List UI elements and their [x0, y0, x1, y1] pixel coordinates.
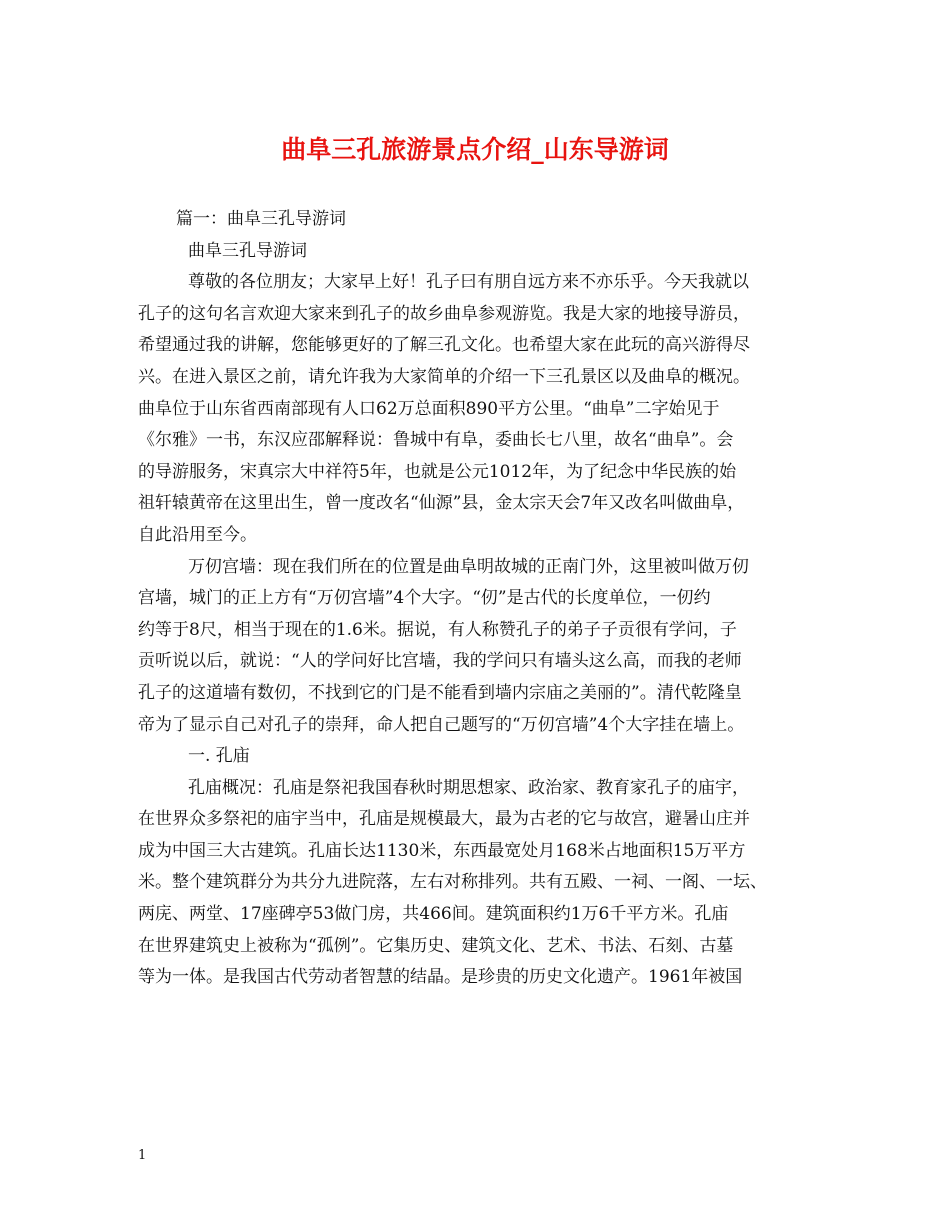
- text-line: 篇一：曲阜三孔导游词: [176, 209, 346, 229]
- text-line: 曲阜位于山东省西南部现有人口62万总面积890平方公里。“曲阜”二字始见于: [138, 398, 720, 419]
- text-line: 自此沿用至今。: [138, 524, 257, 545]
- document-body: [138, 204, 814, 994]
- text-line: 在世界建筑史上被称为“孤例”。它集历史、建筑文化、艺术、书法、石刻、古墓: [138, 935, 734, 956]
- text-line: 一. 孔庙: [188, 746, 250, 767]
- text-line: 的导游服务，宋真宗大中祥符5年，也就是公元1012年，为了纪念中华民族的始: [138, 461, 737, 482]
- text-line: 希望通过我的讲解，您能够更好的了解三孔文化。也希望大家在此玩的高兴游得尽: [138, 335, 750, 356]
- text-line: 宫墙，城门的正上方有“万仞宫墙”4个大字。“仞”是古代的长度单位，一仞约: [138, 588, 711, 609]
- text-line: 孔庙概况：孔庙是祭祀我国春秋时期思想家、政治家、教育家孔子的庙宇，: [188, 777, 749, 798]
- text-line: 米。整个建筑群分为共分九进院落，左右对称排列。共有五殿、一祠、一阁、一坛、: [138, 872, 767, 893]
- text-line: 帝为了显示自己对孔子的崇拜，命人把自己题写的“万仞宫墙”4个大字挂在墙上。: [138, 714, 745, 735]
- text-line: 两庑、两堂、17座碑亭53做门房，共466间。建筑面积约1万6千平方米。孔庙: [138, 904, 729, 925]
- page-number: 1: [138, 1148, 147, 1163]
- text-line: 《尔雅》一书，东汉应邵解释说：鲁城中有阜，委曲长七八里，故名“曲阜”。会: [138, 430, 734, 451]
- document-title: 曲阜三孔旅游景点介绍_山东导游词: [281, 135, 669, 164]
- text-line: 成为中国三大古建筑。孔庙长达1130米，东西最宽处月168米占地面积15万平方: [138, 840, 746, 861]
- text-line: 贡听说以后，就说：“人的学问好比宫墙，我的学问只有墙头这么高，而我的老师: [138, 651, 742, 672]
- text-line: 在世界众多祭祀的庙宇当中，孔庙是规模最大，最为古老的它与故宫，避暑山庄并: [138, 809, 750, 830]
- text-line: 尊敬的各位朋友；大家早上好！孔子曰有朋自远方来不亦乐乎。今天我就以: [188, 272, 749, 293]
- text-line: 曲阜三孔导游词: [188, 240, 307, 261]
- text-line: 万仞宫墙：现在我们所在的位置是曲阜明故城的正南门外，这里被叫做万仞: [188, 556, 749, 577]
- text-line: 孔子的这句名言欢迎大家来到孔子的故乡曲阜参观游览。我是大家的地接导游员，: [138, 303, 750, 324]
- text-line: 兴。在进入景区之前，请允许我为大家简单的介绍一下三孔景区以及曲阜的概况。: [138, 366, 750, 387]
- text-line: 约等于8尺，相当于现在的1.6米。据说，有人称赞孔子的弟子子贡很有学问，子: [138, 619, 737, 640]
- text-line: 等为一体。是我国古代劳动者智慧的结晶。是珍贵的历史文化遗产。1961年被国: [138, 967, 743, 988]
- text-line: 孔子的这道墙有数仞，不找到它的门是不能看到墙内宗庙之美丽的”。清代乾隆皇: [138, 682, 742, 703]
- text-line: 祖轩辕黄帝在这里出生，曾一度改名“仙源”县，金太宗天会7年又改名叫做曲阜，: [138, 493, 745, 514]
